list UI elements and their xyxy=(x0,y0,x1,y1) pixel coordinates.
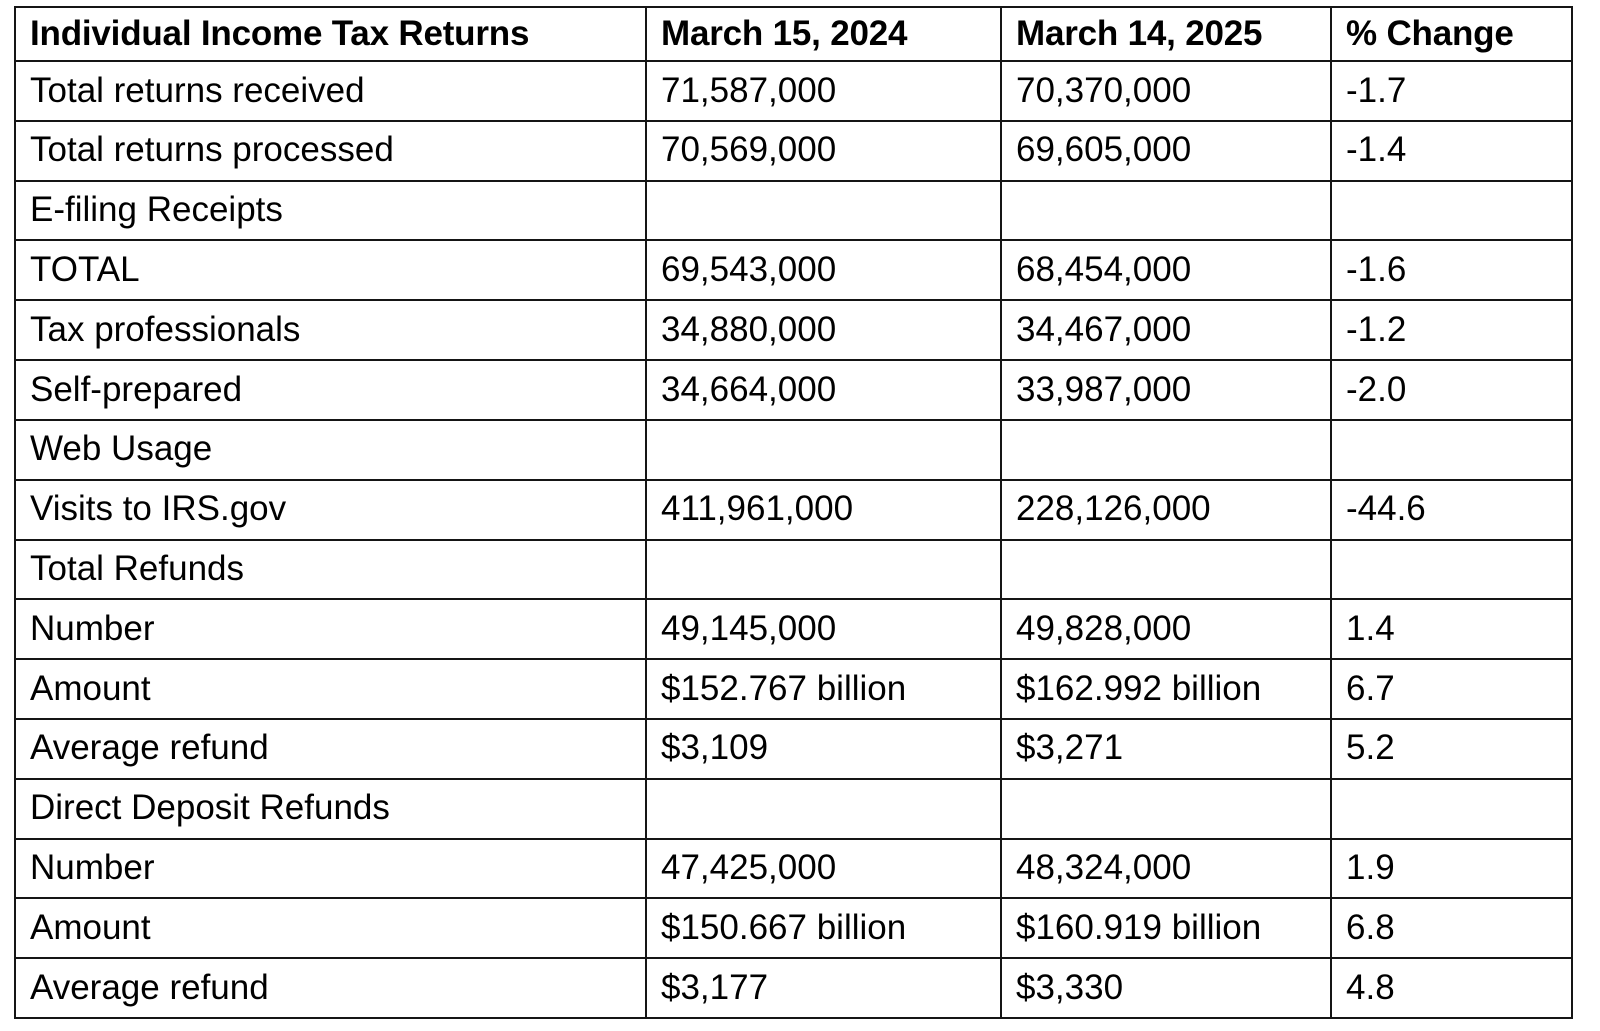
cell-prior-year xyxy=(646,181,1001,241)
section-header-row xyxy=(15,540,1572,600)
cell-percent-change: 1.9 xyxy=(1331,839,1572,899)
cell-percent-change: 6.7 xyxy=(1331,659,1572,719)
section-label: Total Refunds xyxy=(15,540,646,600)
section-label: Direct Deposit Refunds xyxy=(15,779,646,839)
row-label: Tax professionals xyxy=(15,300,646,360)
cell-percent-change: -1.4 xyxy=(1331,121,1572,181)
cell-current-year: $3,271 xyxy=(1001,719,1331,779)
cell-percent-change: -1.2 xyxy=(1331,300,1572,360)
table-row xyxy=(15,61,1572,121)
cell-prior-year: $3,177 xyxy=(646,958,1001,1018)
cell-prior-year: $152.767 billion xyxy=(646,659,1001,719)
row-label: Amount xyxy=(15,898,646,958)
row-label: Average refund xyxy=(15,958,646,1018)
table-row xyxy=(15,480,1572,540)
cell-percent-change: -2.0 xyxy=(1331,360,1572,420)
section-label: Web Usage xyxy=(15,420,646,480)
cell-current-year xyxy=(1001,779,1331,839)
cell-current-year xyxy=(1001,420,1331,480)
cell-prior-year: 34,664,000 xyxy=(646,360,1001,420)
cell-prior-year: 49,145,000 xyxy=(646,599,1001,659)
section-header-row xyxy=(15,181,1572,241)
cell-percent-change: -1.6 xyxy=(1331,240,1572,300)
row-label: Total returns received xyxy=(15,61,646,121)
row-label: Amount xyxy=(15,659,646,719)
column-header-prior-year: March 15, 2024 xyxy=(646,7,1001,61)
filing-season-statistics-table xyxy=(14,6,1573,1019)
filing-season-statistics-table-container xyxy=(14,6,1571,1020)
row-label: TOTAL xyxy=(15,240,646,300)
section-header-row xyxy=(15,420,1572,480)
cell-current-year: 33,987,000 xyxy=(1001,360,1331,420)
cell-prior-year: 47,425,000 xyxy=(646,839,1001,899)
cell-percent-change: 1.4 xyxy=(1331,599,1572,659)
table-row xyxy=(15,599,1572,659)
section-label: E-filing Receipts xyxy=(15,181,646,241)
table-row xyxy=(15,300,1572,360)
table-row xyxy=(15,898,1572,958)
cell-prior-year: $150.667 billion xyxy=(646,898,1001,958)
cell-percent-change: 4.8 xyxy=(1331,958,1572,1018)
row-label: Self-prepared xyxy=(15,360,646,420)
cell-prior-year: $3,109 xyxy=(646,719,1001,779)
table-row xyxy=(15,958,1572,1018)
row-label: Visits to IRS.gov xyxy=(15,480,646,540)
table-row xyxy=(15,839,1572,899)
cell-prior-year: 70,569,000 xyxy=(646,121,1001,181)
cell-prior-year: 411,961,000 xyxy=(646,480,1001,540)
cell-prior-year xyxy=(646,779,1001,839)
cell-percent-change: -44.6 xyxy=(1331,480,1572,540)
cell-current-year: 34,467,000 xyxy=(1001,300,1331,360)
cell-percent-change xyxy=(1331,779,1572,839)
table-row xyxy=(15,121,1572,181)
cell-percent-change xyxy=(1331,540,1572,600)
table-row xyxy=(15,360,1572,420)
cell-current-year: $3,330 xyxy=(1001,958,1331,1018)
column-header-percent-change: % Change xyxy=(1331,7,1572,61)
cell-prior-year: 69,543,000 xyxy=(646,240,1001,300)
row-label: Number xyxy=(15,599,646,659)
cell-percent-change: 5.2 xyxy=(1331,719,1572,779)
cell-percent-change: 6.8 xyxy=(1331,898,1572,958)
cell-current-year xyxy=(1001,181,1331,241)
table-body xyxy=(15,61,1572,1018)
cell-prior-year xyxy=(646,540,1001,600)
section-header-row xyxy=(15,779,1572,839)
table-row xyxy=(15,659,1572,719)
cell-percent-change: -1.7 xyxy=(1331,61,1572,121)
table-header xyxy=(15,7,1572,61)
table-row xyxy=(15,240,1572,300)
column-header-category: Individual Income Tax Returns xyxy=(15,7,646,61)
cell-current-year: 70,370,000 xyxy=(1001,61,1331,121)
cell-current-year: 68,454,000 xyxy=(1001,240,1331,300)
cell-current-year: $160.919 billion xyxy=(1001,898,1331,958)
row-label: Total returns processed xyxy=(15,121,646,181)
cell-percent-change xyxy=(1331,181,1572,241)
row-label: Number xyxy=(15,839,646,899)
row-label: Average refund xyxy=(15,719,646,779)
header-row xyxy=(15,7,1572,61)
column-header-current-year: March 14, 2025 xyxy=(1001,7,1331,61)
cell-prior-year xyxy=(646,420,1001,480)
cell-prior-year: 34,880,000 xyxy=(646,300,1001,360)
cell-percent-change xyxy=(1331,420,1572,480)
cell-current-year: 228,126,000 xyxy=(1001,480,1331,540)
cell-current-year xyxy=(1001,540,1331,600)
cell-current-year: 48,324,000 xyxy=(1001,839,1331,899)
cell-prior-year: 71,587,000 xyxy=(646,61,1001,121)
table-row xyxy=(15,719,1572,779)
cell-current-year: 49,828,000 xyxy=(1001,599,1331,659)
cell-current-year: $162.992 billion xyxy=(1001,659,1331,719)
cell-current-year: 69,605,000 xyxy=(1001,121,1331,181)
